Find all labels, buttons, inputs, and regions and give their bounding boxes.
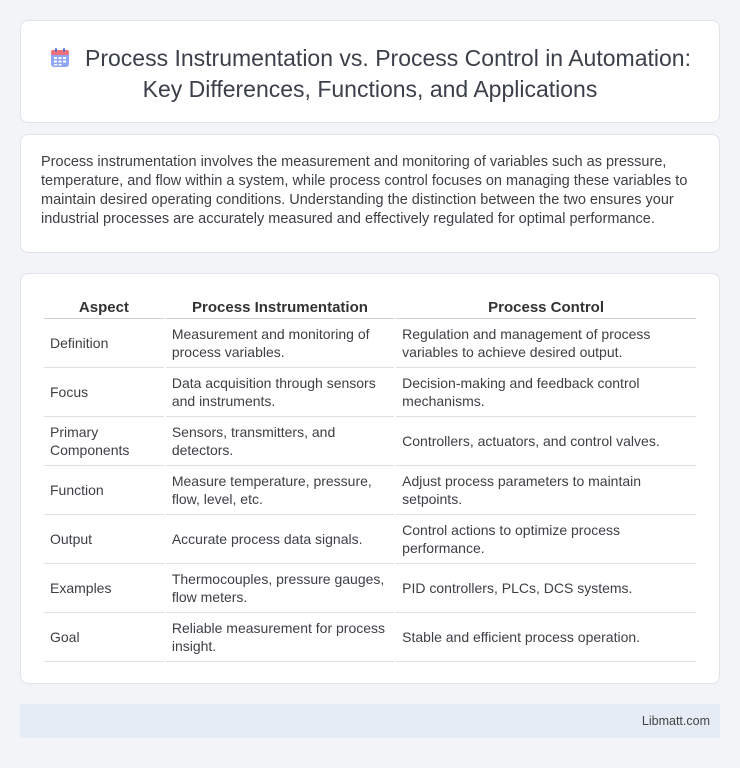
- cell-instrumentation: Measurement and monitoring of process variables.: [166, 319, 394, 368]
- cell-aspect: Function: [44, 466, 164, 515]
- calendar-icon: [49, 47, 71, 69]
- page-title: [45, 43, 695, 105]
- cell-instrumentation: Data acquisition through sensors and instruments.: [166, 368, 394, 417]
- comparison-table: [42, 294, 698, 662]
- cell-control: Regulation and management of process variables to achieve desired output.: [396, 319, 696, 368]
- table-row: [44, 564, 696, 613]
- header-aspect: Aspect: [44, 294, 164, 319]
- table-row: [44, 417, 696, 466]
- cell-instrumentation: Measure temperature, pressure, flow, level, etc.: [166, 466, 394, 515]
- footer-brand-link[interactable]: Libmatt.com: [641, 714, 710, 728]
- cell-control: Stable and efficient process operation.: [396, 613, 696, 662]
- table-row: [44, 368, 696, 417]
- cell-aspect: Goal: [44, 613, 164, 662]
- title-card: [20, 20, 720, 123]
- table-row: [44, 466, 696, 515]
- table-row: [44, 613, 696, 662]
- cell-control: Adjust process parameters to maintain setpoints.: [396, 466, 696, 515]
- intro-paragraph: Process instrumentation involves the measurement and monitoring of variables such as pressure, temperature, and flow within a system, while process control focuses on managing these variables to maintain desired operating conditions. Understanding the distinction between the two ensures your industrial processes are accurately measured and effectively regulated for optimal performance.: [41, 154, 688, 227]
- cell-aspect: Examples: [44, 564, 164, 613]
- cell-control: Decision-making and feedback control mechanisms.: [396, 368, 696, 417]
- comparison-card: [20, 273, 720, 684]
- cell-instrumentation: Reliable measurement for process insight.: [166, 613, 394, 662]
- cell-aspect: Primary Components: [44, 417, 164, 466]
- cell-aspect: Focus: [44, 368, 164, 417]
- cell-control: Control actions to optimize process performance.: [396, 515, 696, 564]
- footer: [20, 704, 720, 738]
- table-header-row: [44, 294, 696, 319]
- cell-instrumentation: Accurate process data signals.: [166, 515, 394, 564]
- header-control: Process Control: [396, 294, 696, 319]
- cell-control: Controllers, actuators, and control valves.: [396, 417, 696, 466]
- cell-aspect: Definition: [44, 319, 164, 368]
- cell-instrumentation: Sensors, transmitters, and detectors.: [166, 417, 394, 466]
- page-title-text: Process Instrumentation vs. Process Control in Automation: Key Differences, Functions, and Applications: [85, 45, 691, 102]
- cell-aspect: Output: [44, 515, 164, 564]
- cell-instrumentation: Thermocouples, pressure gauges, flow meters.: [166, 564, 394, 613]
- table-row: [44, 319, 696, 368]
- cell-control: PID controllers, PLCs, DCS systems.: [396, 564, 696, 613]
- header-instrumentation: Process Instrumentation: [166, 294, 394, 319]
- table-row: [44, 515, 696, 564]
- intro-card: [20, 134, 720, 253]
